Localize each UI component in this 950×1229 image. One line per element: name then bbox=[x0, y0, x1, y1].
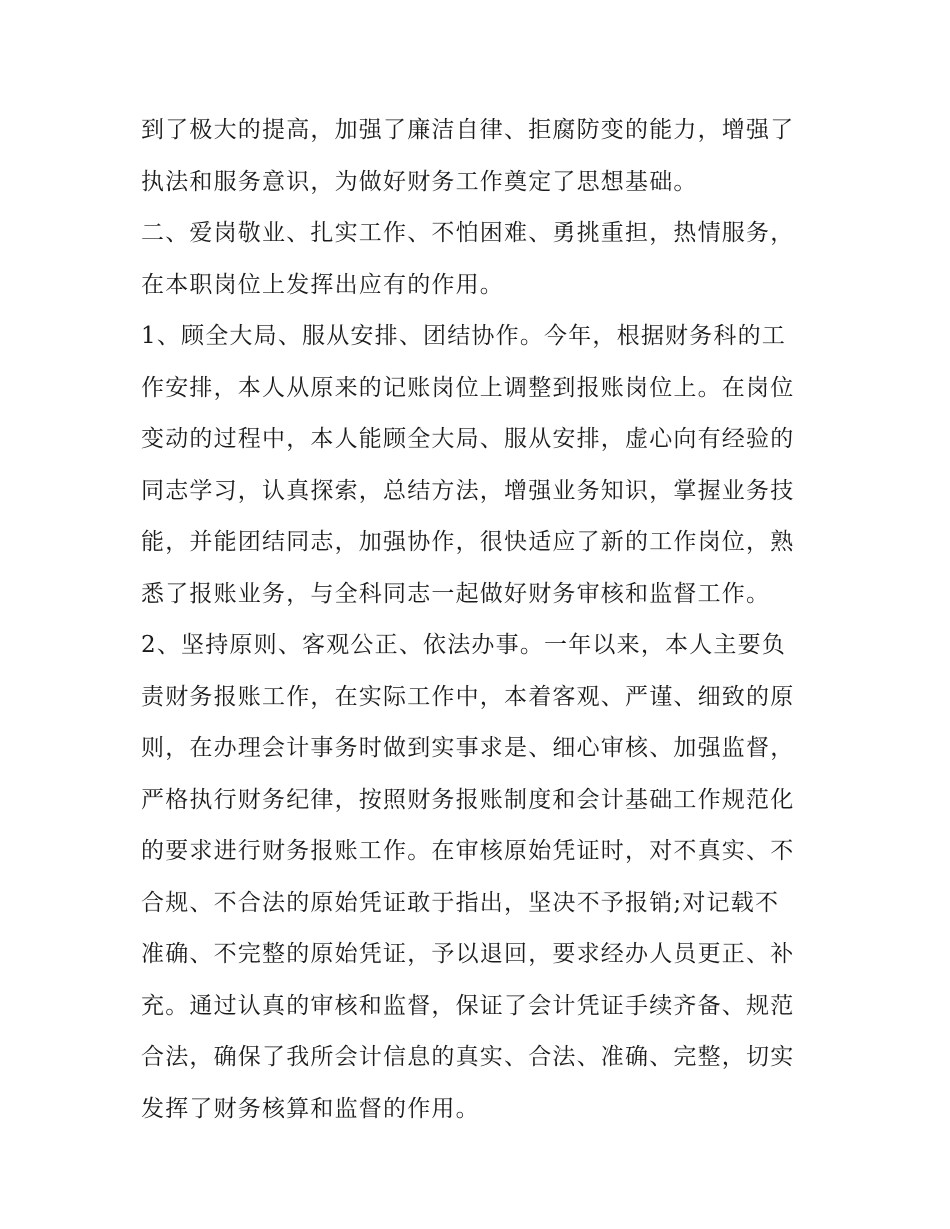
paragraph-1-start: 1、顾全大局、服从安排、团结协作。今年，根据财务科的工 bbox=[141, 323, 787, 349]
document-body bbox=[141, 105, 821, 1135]
text-line: 的要求进行财务报账工作。在审核原始凭证时，对不真实、不 bbox=[141, 838, 795, 864]
text-line: 同志学习，认真探索，总结方法，增强业务知识，掌握业务技 bbox=[141, 477, 795, 504]
text-line: 悉了报账业务，与全科同志一起做好财务审核和监督工作。 bbox=[141, 580, 771, 607]
text-line: 到了极大的提高，加强了廉洁自律、拒腐防变的能力，增强了 bbox=[141, 117, 795, 143]
text-line: 合规、不合法的原始凭证敢于指出，坚决不予报销;对记载不 bbox=[141, 889, 780, 916]
text-line: 充。通过认真的审核和监督，保证了会计凭证手续齐备、规范 bbox=[141, 992, 795, 1019]
text-line: 则，在办理会计事务时做到实事求是、细心审核、加强监督， bbox=[141, 735, 795, 761]
text-line: 准确、不完整的原始凭证，予以退回，要求经办人员更正、补 bbox=[141, 941, 795, 967]
text-line: 在本职岗位上发挥出应有的作用。 bbox=[141, 271, 504, 298]
text-line: 能，并能团结同志，加强协作，很快适应了新的工作岗位，熟 bbox=[141, 529, 795, 555]
text-line: 严格执行财务纪律，按照财务报账制度和会计基础工作规范化 bbox=[141, 786, 795, 813]
text-line: 作安排，本人从原来的记账岗位上调整到报账岗位上。在岗位 bbox=[141, 374, 795, 401]
paragraph-2-start: 2、坚持原则、客观公正、依法办事。一年以来，本人主要负 bbox=[141, 632, 787, 658]
text-line: 执法和服务意识，为做好财务工作奠定了思想基础。 bbox=[141, 168, 698, 195]
section-heading: 二、爱岗敬业、扎实工作、不怕困难、勇挑重担，热情服务， bbox=[141, 220, 795, 246]
text-line: 发挥了财务核算和监督的作用。 bbox=[141, 1095, 480, 1122]
text-line: 责财务报账工作，在实际工作中，本着客观、严谨、细致的原 bbox=[141, 683, 795, 710]
text-line: 变动的过程中，本人能顾全大局、服从安排，虚心向有经验的 bbox=[141, 426, 795, 452]
text-line: 合法，确保了我所会计信息的真实、合法、准确、完整，切实 bbox=[141, 1044, 795, 1070]
